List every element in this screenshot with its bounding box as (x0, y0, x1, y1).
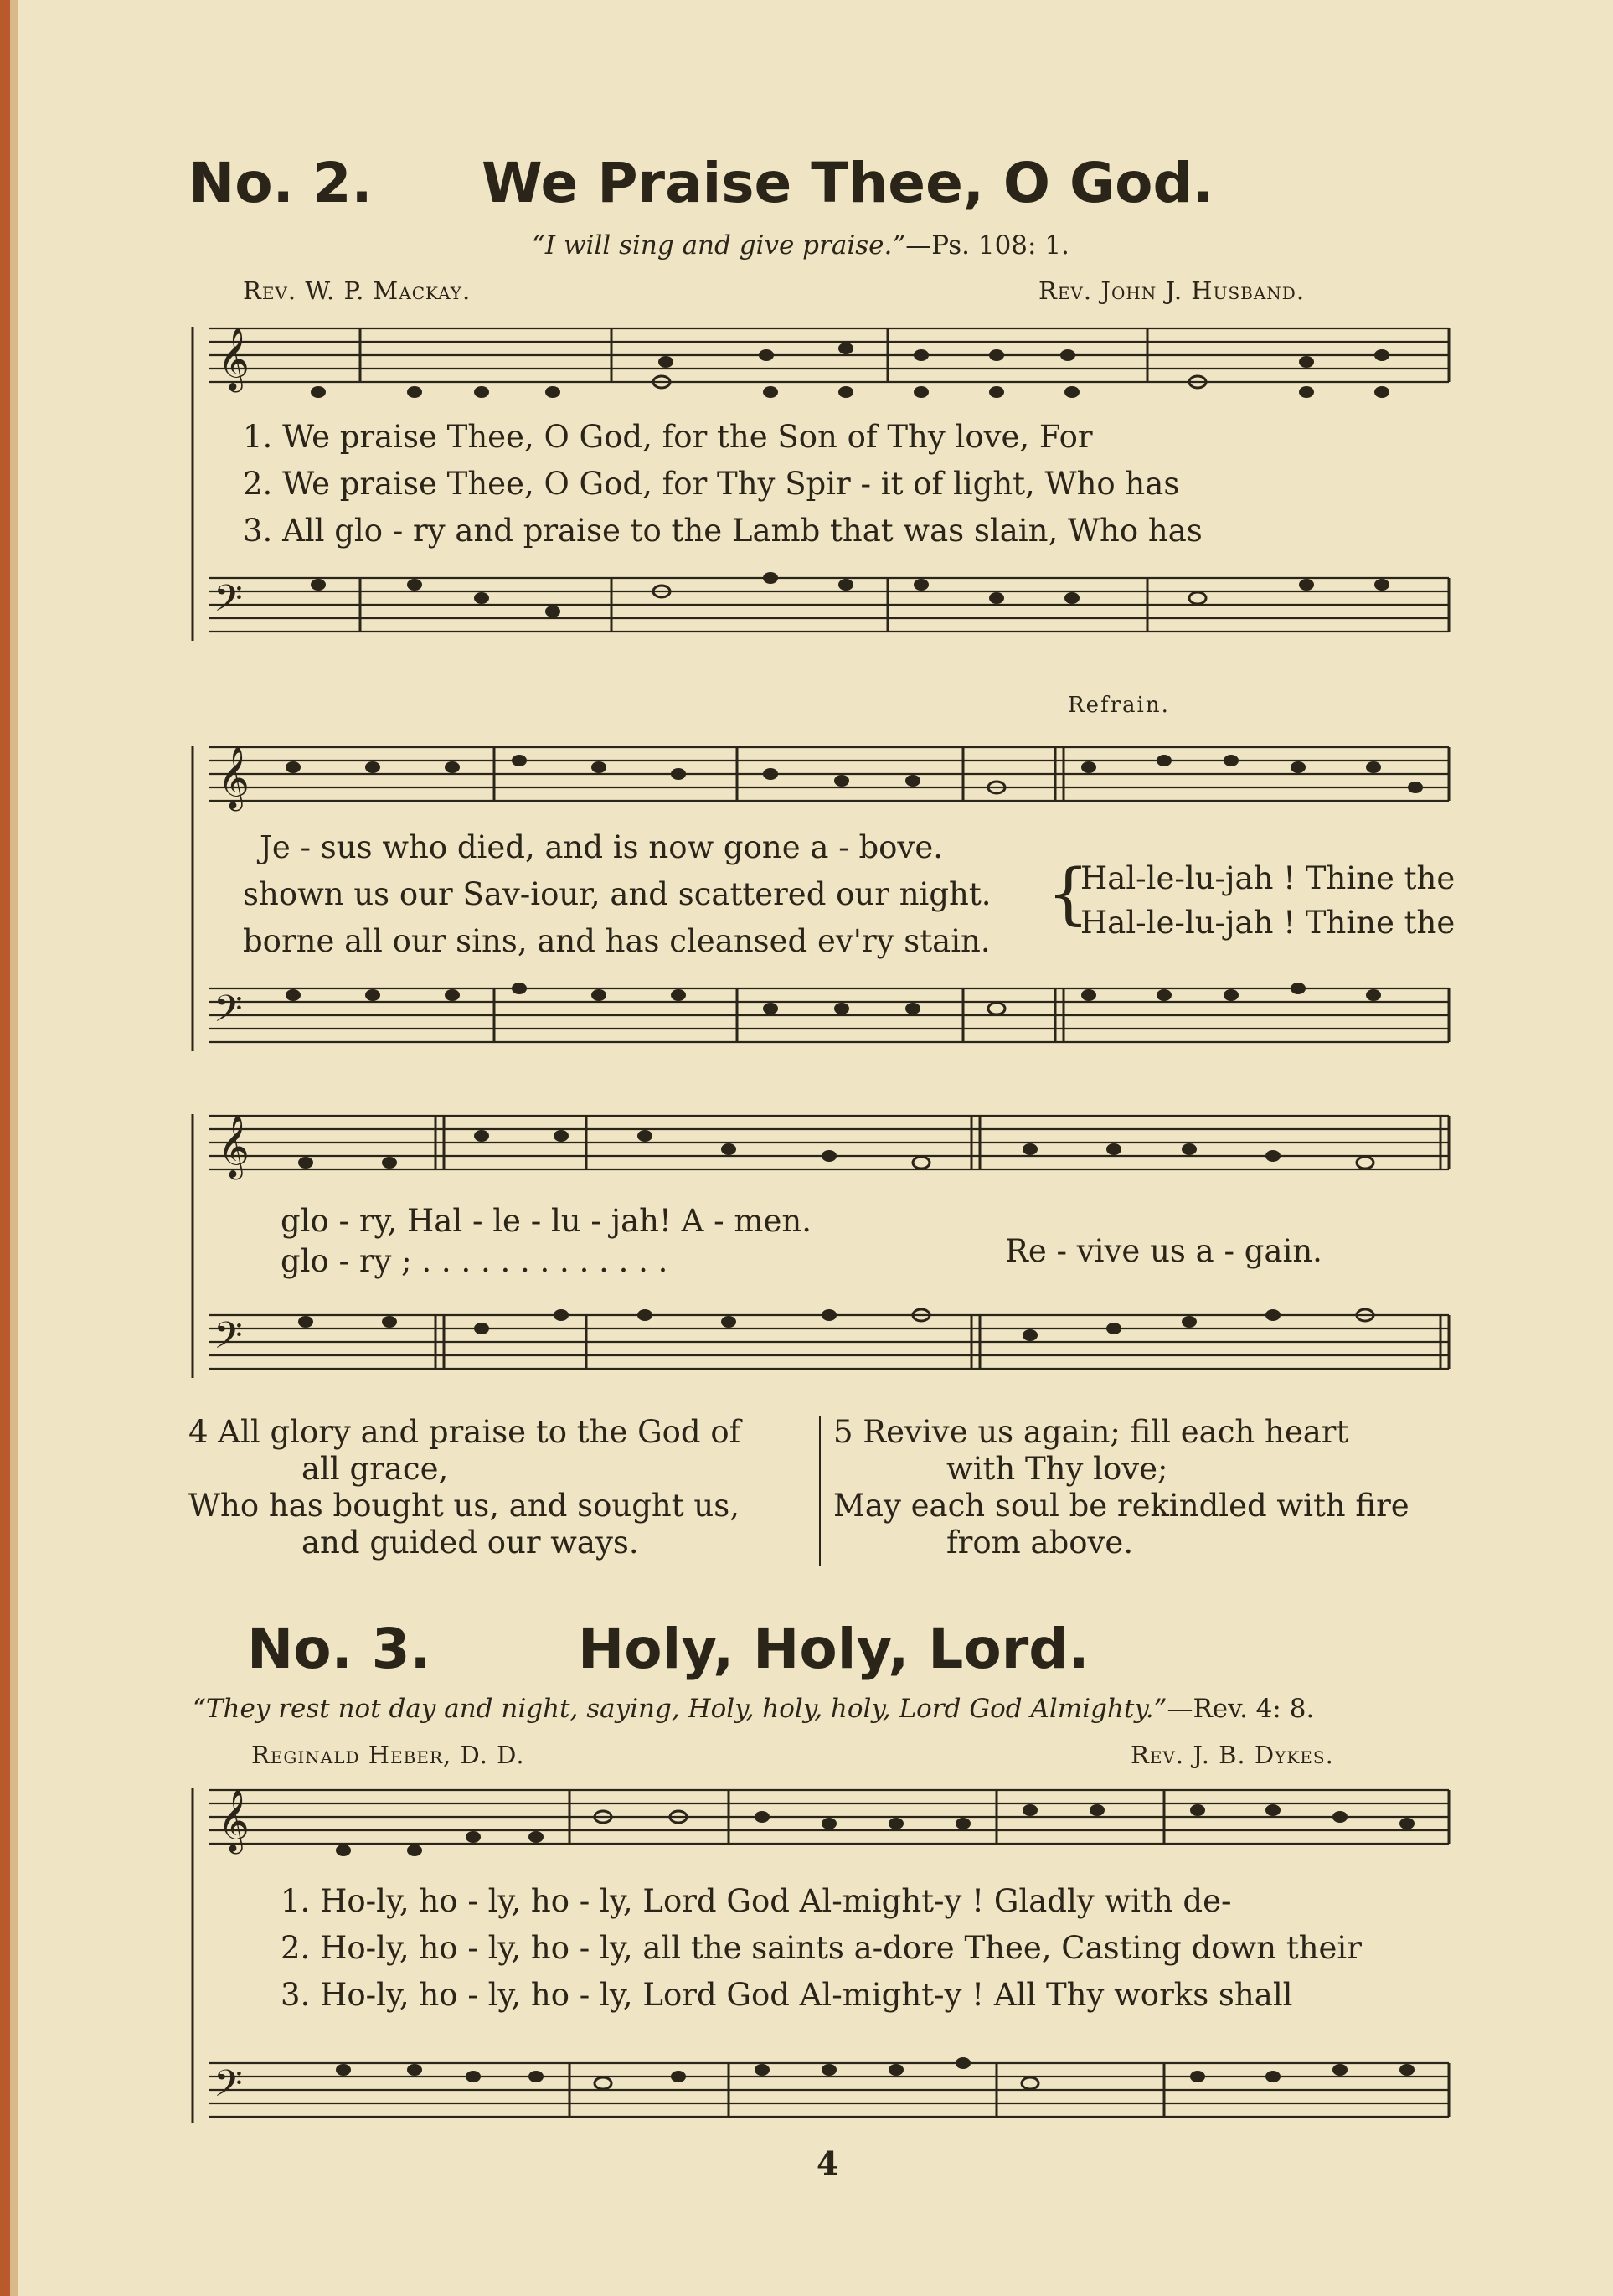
stanza-5 (833, 1414, 1409, 1561)
hymn3-author: Reginald Heber, D. D. (251, 1741, 525, 1769)
page-edge (0, 0, 10, 2296)
hymn3-composer: Rev. J. B. Dykes. (1131, 1741, 1334, 1769)
treble-clef-icon: 𝄞 (218, 1116, 250, 1178)
bass-staff (209, 1309, 1449, 1369)
stanza-4 (188, 1414, 740, 1561)
treble-staff (209, 747, 1449, 812)
bass-staff (209, 983, 1449, 1042)
hymn3-quote-text: “They rest not day and night, saying, Holy, holy, holy, Lord God Almighty.” (193, 1694, 1167, 1724)
hymn2-refrain-line-b: glo - ry ; . . . . . . . . . . . . . (281, 1243, 668, 1279)
hymn3-verse3-line1: 3. Ho-ly, ho - ly, ho - ly, Lord God Al-might-y ! All Thy works shall (281, 1977, 1293, 2013)
treble-clef-icon: 𝄞 (218, 1790, 250, 1852)
hallelujah-line1: Hal-le-lu-jah ! Thine the (1080, 860, 1456, 896)
hymn2-verse1-line2: Je - sus who died, and is now gone a - bove. (260, 829, 943, 865)
treble-staff (209, 1116, 1449, 1180)
hymn2-refrain-line-a: glo - ry, Hal - le - lu - jah! A - men. (281, 1203, 812, 1239)
refrain-label: Refrain. (1068, 693, 1170, 718)
hymn2-verse3-line1: 3. All glo - ry and praise to the Lamb that was slain, Who has (243, 513, 1203, 549)
hymn2-verse2-line1: 2. We praise Thee, O God, for Thy Spir - it of light, Who has (243, 466, 1180, 502)
treble-clef-icon: 𝄞 (218, 328, 250, 390)
stanza-divider (819, 1416, 821, 1566)
page-edge-shadow (10, 0, 18, 2296)
bass-staff (209, 572, 1449, 632)
hymn3-number: No. 3. (247, 1617, 431, 1681)
hymn3-verse2-line1: 2. Ho-ly, ho - ly, ho - ly, all the saints a-dore Thee, Casting down their (281, 1930, 1362, 1966)
brace-icon: { (1047, 854, 1090, 932)
hymn2-author: Rev. W. P. Mackay. (243, 276, 472, 305)
bass-clef-icon: 𝄢 (214, 987, 243, 1040)
stanza-4-line2: all grace, (301, 1451, 449, 1487)
bass-clef-icon: 𝄢 (214, 1313, 243, 1366)
stanza-5-line1: 5 Revive us again; fill each heart (833, 1414, 1349, 1450)
hymn3-quote-ref: —Rev. 4: 8. (1167, 1694, 1315, 1724)
treble-staff (209, 1790, 1449, 1856)
hymn2-verse2-line2: shown us our Sav-iour, and scattered our night. (243, 876, 992, 912)
hymn2-verse3-line2: borne all our sins, and has cleansed ev'ry stain. (243, 923, 991, 959)
hymn2-number: No. 2. (188, 151, 373, 215)
page-number: 4 (817, 2144, 839, 2182)
hymn2-composer: Rev. John J. Husband. (1038, 276, 1306, 305)
hymn3-verse1-line1: 1. Ho-ly, ho - ly, ho - ly, Lord God Al-might-y ! Gladly with de- (281, 1883, 1232, 1919)
stanza-4-line4: and guided our ways. (301, 1525, 639, 1561)
hymn2-title: We Praise Thee, O God. (482, 151, 1214, 215)
bass-clef-icon: 𝄢 (214, 576, 243, 629)
hymn3-quote (193, 1694, 1314, 1724)
bass-clef-icon: 𝄢 (214, 2061, 243, 2114)
stanza-4-line3: Who has bought us, and sought us, (188, 1488, 740, 1524)
stanza-5-line2: with Thy love; (946, 1451, 1168, 1487)
hallelujah-line2: Hal-le-lu-jah ! Thine the (1080, 905, 1456, 941)
hymn3-title: Holy, Holy, Lord. (578, 1617, 1090, 1681)
hymn2-quote-text: “I will sing and give praise.” (532, 230, 906, 261)
bass-staff (209, 2057, 1449, 2117)
treble-clef-icon: 𝄞 (218, 747, 250, 809)
stanza-5-line4: from above. (946, 1525, 1134, 1561)
stanza-4-line1: 4 All glory and praise to the God of (188, 1414, 741, 1450)
stanza-5-line3: May each soul be rekindled with fire (833, 1488, 1409, 1524)
hymn2-quote-ref: —Ps. 108: 1. (905, 230, 1069, 261)
hymn2-verse1-line1: 1. We praise Thee, O God, for the Son of Thy love, For (243, 419, 1093, 455)
revive-line: Re - vive us a - gain. (1005, 1233, 1322, 1269)
hymn2-quote (532, 230, 1069, 261)
treble-staff (209, 328, 1449, 398)
